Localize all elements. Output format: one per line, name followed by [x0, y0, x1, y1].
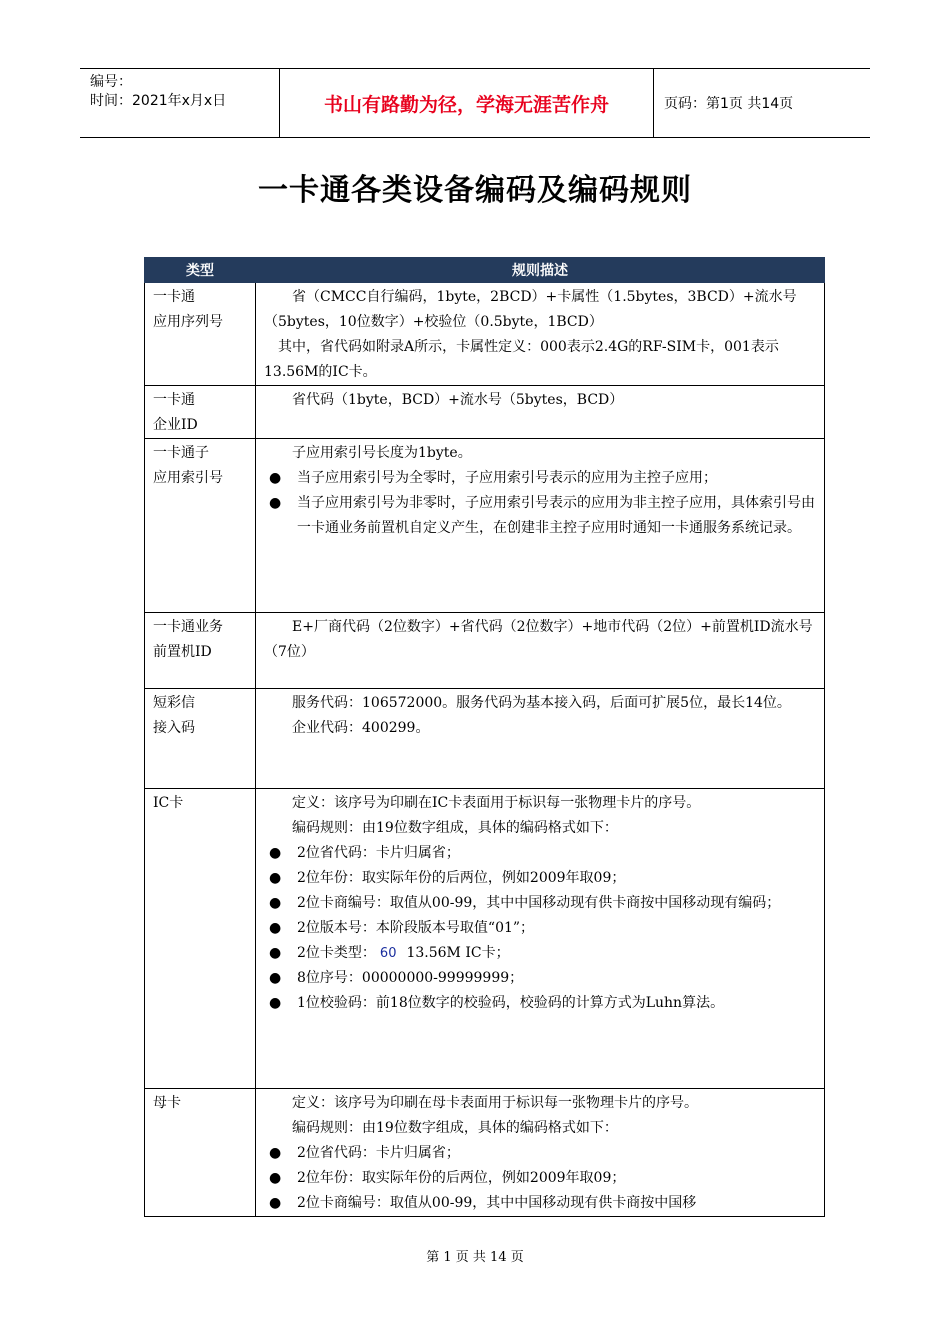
column-header-type: 类型 [145, 258, 256, 283]
list-item: ● 当子应用索引号为全零时，子应用索引号表示的应用为主控子应用； [264, 466, 816, 491]
list-item: ● 2位年份：取实际年份的后两位，例如2009年取09； [264, 1166, 816, 1191]
rule-text: 定义：该序号为印刷在IC卡表面用于标识每一张物理卡片的序号。 [292, 795, 701, 811]
list-item: ● 2位省代码：卡片归属省； [264, 841, 816, 866]
rule-text: 编码规则：由19位数字组成，具体的编码格式如下： [292, 1120, 618, 1136]
bullet-list [264, 1141, 816, 1216]
table-row [145, 689, 825, 789]
list-item: ● 2位卡类型： 60 13.56M IC卡； [264, 941, 816, 966]
table-row [145, 613, 825, 689]
header-meta [80, 69, 280, 137]
list-item: ● 当子应用索引号为非零时，子应用索引号表示的应用为非主控子应用，具体索引号由一卡通业务前置机自定义产生，在创建非主控子应用时通知一卡通服务系统记录。 [264, 491, 816, 541]
page-footer: 第 1 页 共 14 页 [426, 1250, 524, 1265]
description-cell [256, 613, 825, 689]
page-header [80, 68, 870, 138]
bullet-list [264, 466, 816, 541]
description-cell [256, 283, 825, 386]
rule-text: 其中，省代码如附录A所示，卡属性定义：000表示2.4G的RF-SIM卡，001表示13.56M的IC卡。 [264, 339, 779, 380]
table-row [145, 1089, 825, 1217]
header-motto: 书山有路勤为径，学海无涯苦作舟 [280, 69, 654, 137]
type-cell: 短彩信 接入码 [145, 689, 256, 789]
bullet-list [264, 841, 816, 1016]
list-item: ● 2位省代码：卡片归属省； [264, 1141, 816, 1166]
column-header-description: 规则描述 [256, 258, 825, 283]
description-cell [256, 689, 825, 789]
document-title: 一卡通各类设备编码及编码规则 [258, 173, 692, 208]
description-cell [256, 1089, 825, 1217]
type-cell: 一卡通 企业ID [145, 386, 256, 439]
list-item: ● 2位版本号：本阶段版本号取值“01”； [264, 916, 816, 941]
table-row [145, 386, 825, 439]
list-item: ● 2位年份：取实际年份的后两位，例如2009年取09； [264, 866, 816, 891]
type-cell: IC卡 [145, 789, 256, 1089]
rule-text: 定义：该序号为印刷在母卡表面用于标识每一张物理卡片的序号。 [292, 1095, 698, 1111]
list-item: ● 1位校验码：前18位数字的校验码，校验码的计算方式为Luhn算法。 [264, 991, 816, 1016]
table-header-row [145, 258, 825, 283]
type-cell: 一卡通 应用序列号 [145, 283, 256, 386]
description-cell [256, 439, 825, 613]
type-cell: 一卡通子 应用索引号 [145, 439, 256, 613]
list-item: ● 2位卡商编号：取值从00-99，其中中国移动现有供卡商按中国移 [264, 1191, 816, 1216]
rule-text: 编码规则：由19位数字组成，具体的编码格式如下： [292, 820, 618, 836]
time-label: 时间：2021年x月x日 [90, 93, 227, 109]
code-label: 编号： [90, 74, 132, 90]
type-cell: 一卡通业务 前置机ID [145, 613, 256, 689]
list-item: ● 8位序号：00000000-99999999； [264, 966, 816, 991]
rule-text: E+厂商代码（2位数字）+省代码（2位数字）+地市代码（2位）+前置机ID流水号（7位） [264, 619, 813, 660]
type-cell: 母卡 [145, 1089, 256, 1217]
rule-text: 省代码（1byte，BCD）+流水号（5bytes，BCD） [292, 392, 624, 408]
table-row [145, 789, 825, 1089]
table-row [145, 283, 825, 386]
rule-text: 服务代码：106572000。服务代码为基本接入码，后面可扩展5位，最长14位。 [292, 695, 791, 711]
rule-text: 企业代码：400299。 [292, 720, 430, 736]
header-page-info: 页码：第1页 共14页 [664, 96, 794, 112]
rule-text: 子应用索引号长度为1byte。 [292, 445, 472, 461]
rule-text: 省（CMCC自行编码，1byte，2BCD）+卡属性（1.5bytes，3BCD）+流水号（5bytes，10位数字）+校验位（0.5byte，1BCD） [264, 289, 797, 330]
list-item: ● 2位卡商编号：取值从00-99，其中中国移动现有供卡商按中国移动现有编码； [264, 891, 816, 916]
description-cell [256, 789, 825, 1089]
coding-rules-table [144, 257, 825, 1217]
card-type-code: 60 [379, 946, 397, 961]
table-row [145, 439, 825, 613]
description-cell [256, 386, 825, 439]
